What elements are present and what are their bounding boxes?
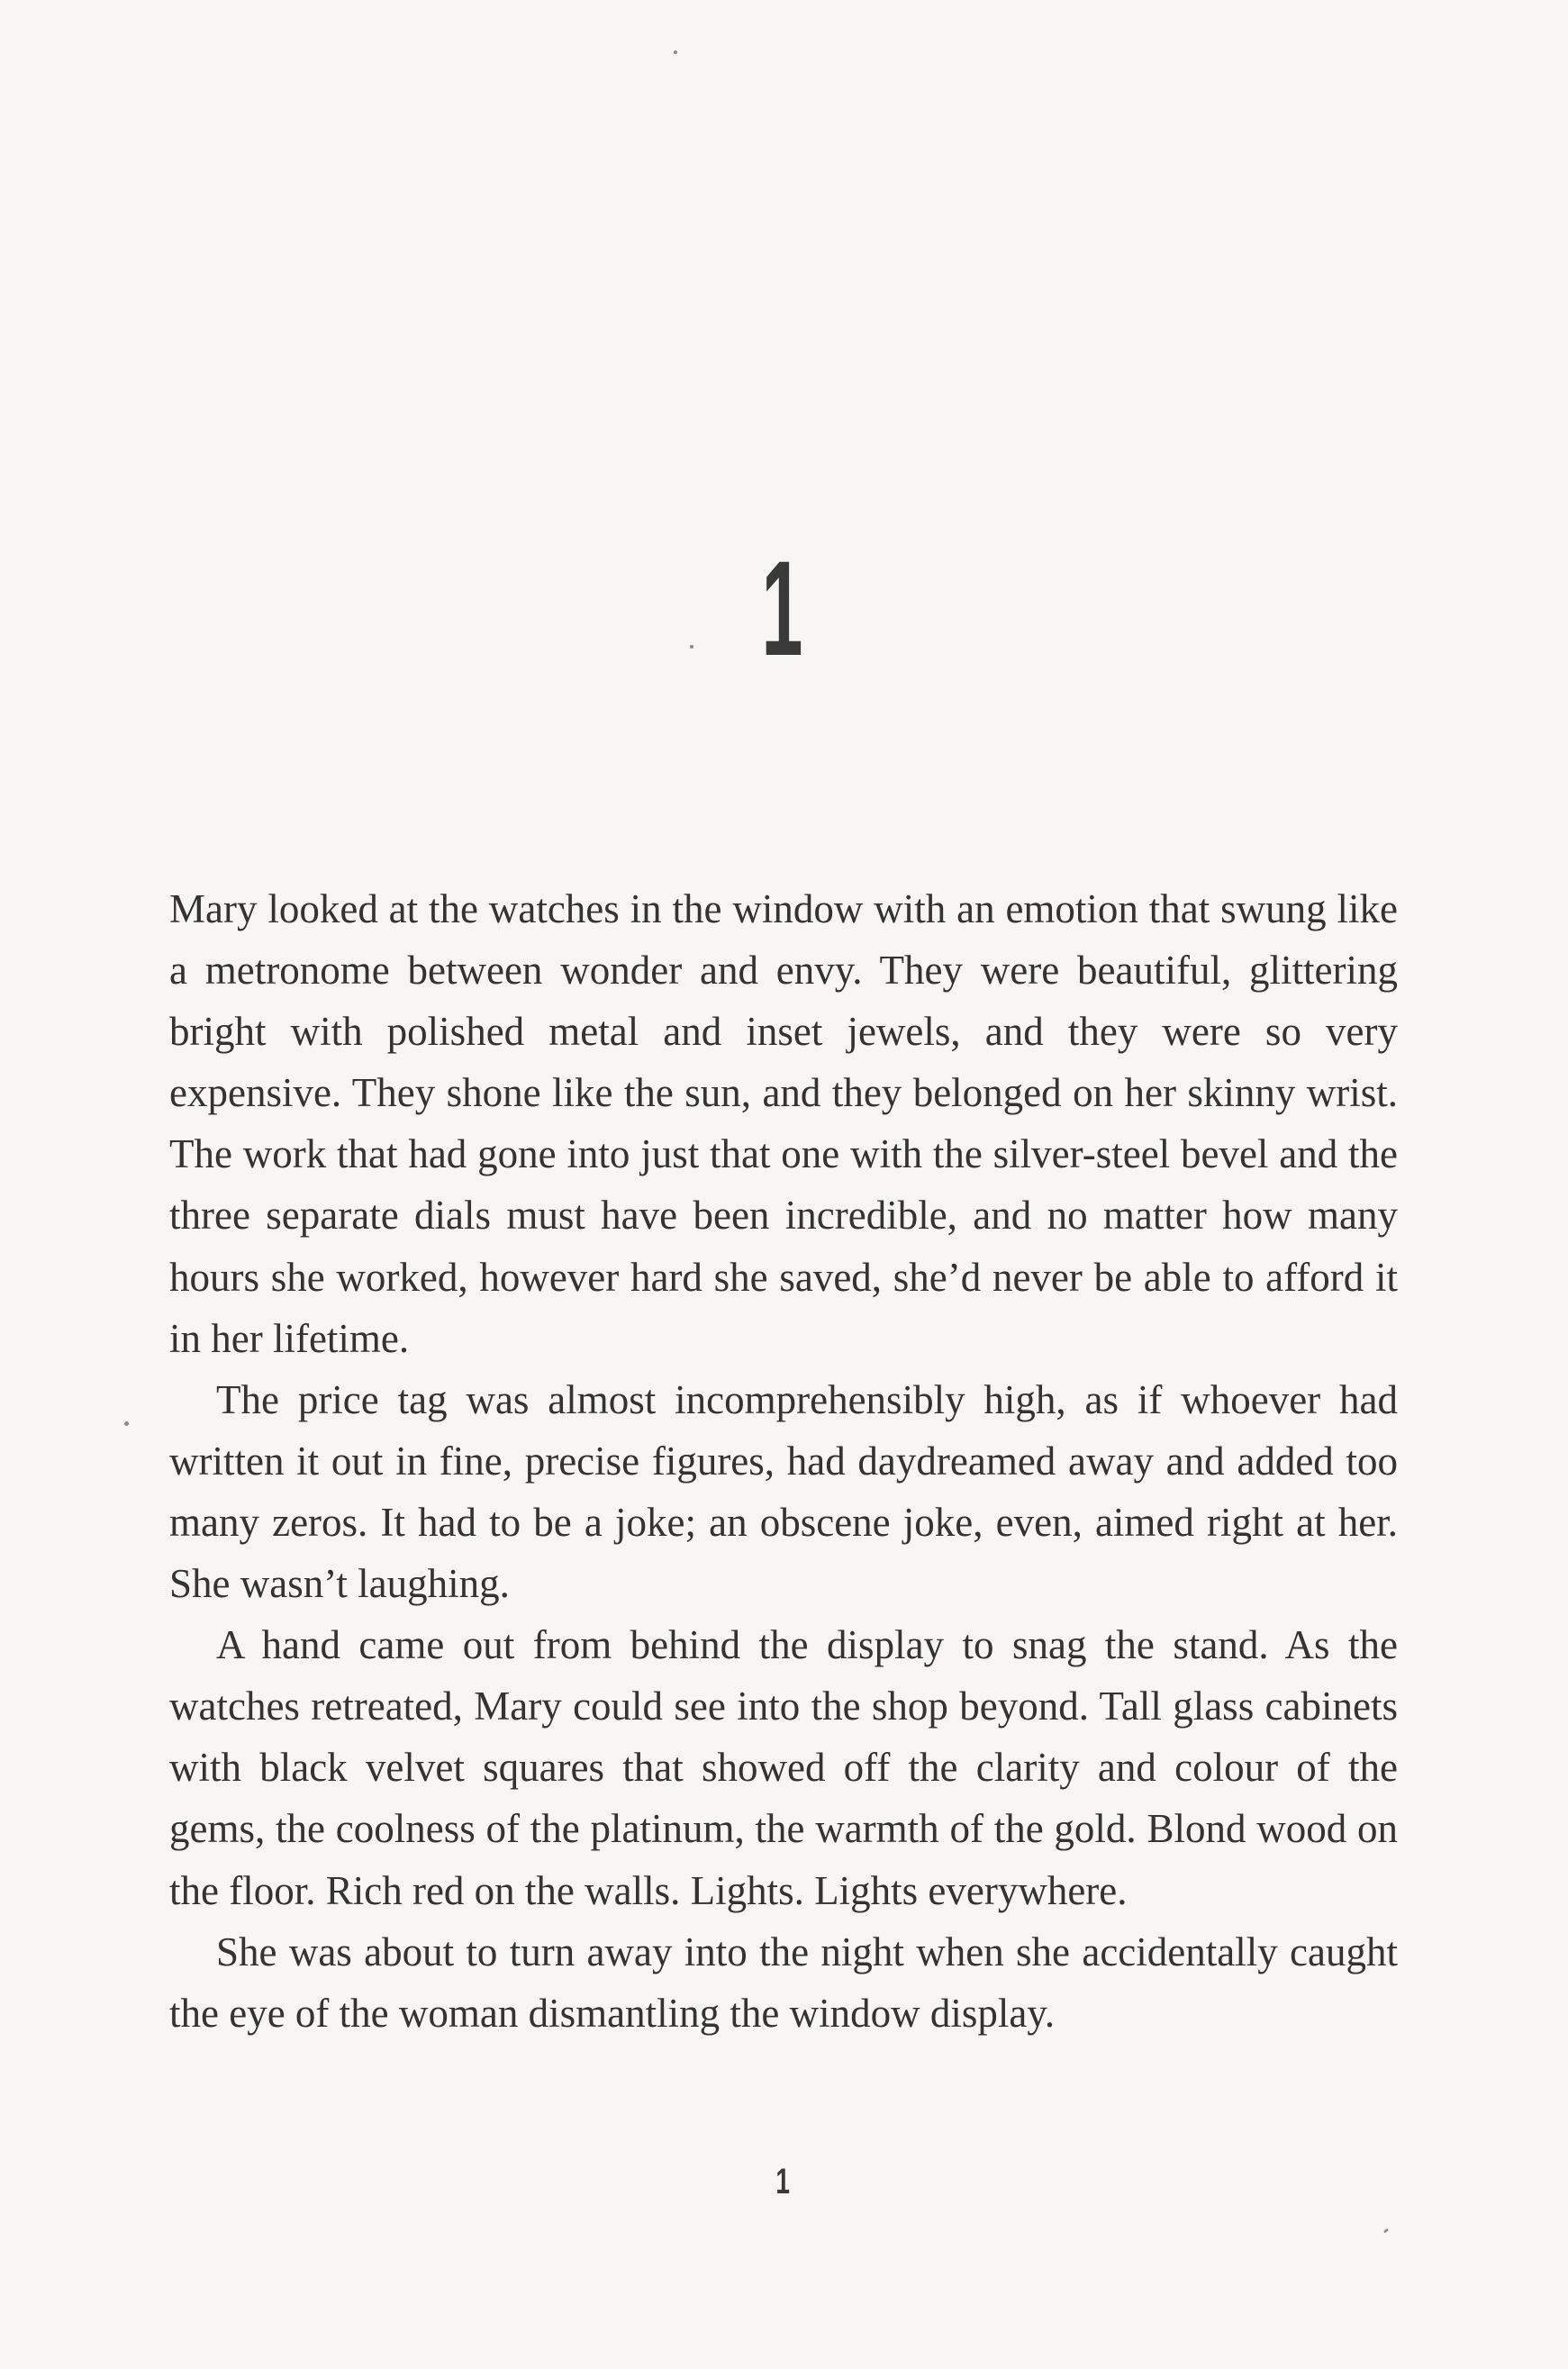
paper-speck	[1383, 2228, 1390, 2233]
page-number: 1	[775, 2162, 790, 2201]
chapter-body	[169, 878, 1398, 2044]
paragraph: She was about to turn away into the night when she accidentally caught the eye of the woman dismantling the window display.	[169, 1929, 1398, 2036]
chapter-number: 1	[761, 532, 803, 684]
paper-speck	[674, 50, 677, 54]
paragraph: The price tag was almost incomprehensibly high, as if whoever had written it out in fine, precise figures, had daydreamed away and added too many zeros. It had to be a joke; an obscene joke, even, aimed right at her. She wasn’t laughing.	[169, 1376, 1398, 1607]
paragraph: A hand came out from behind the display to snag the stand. As the watches retreated, Mary could see into the shop beyond. Tall glass cabinets with black velvet squares that showed off the clarity and colour of the gems, the coolness of the platinum, the warmth of the gold. Blond wood on the floor. Rich red on the walls. Lights. Lights everywhere.	[169, 1622, 1398, 1913]
paragraph: Mary looked at the watches in the window with an emotion that swung like a metronome between wonder and envy. They were beautiful, glittering bright with polished metal and inset jewels, and they were so very expensive. They shone like the sun, and they belonged on her skinny wrist. The work that had gone into just that one with the silver-steel bevel and the three separate dials must have been incredible, and no matter how many hours she worked, however hard she saved, she’d never be able to afford it in her lifetime.	[169, 886, 1398, 1361]
paper-speck	[124, 1421, 129, 1426]
